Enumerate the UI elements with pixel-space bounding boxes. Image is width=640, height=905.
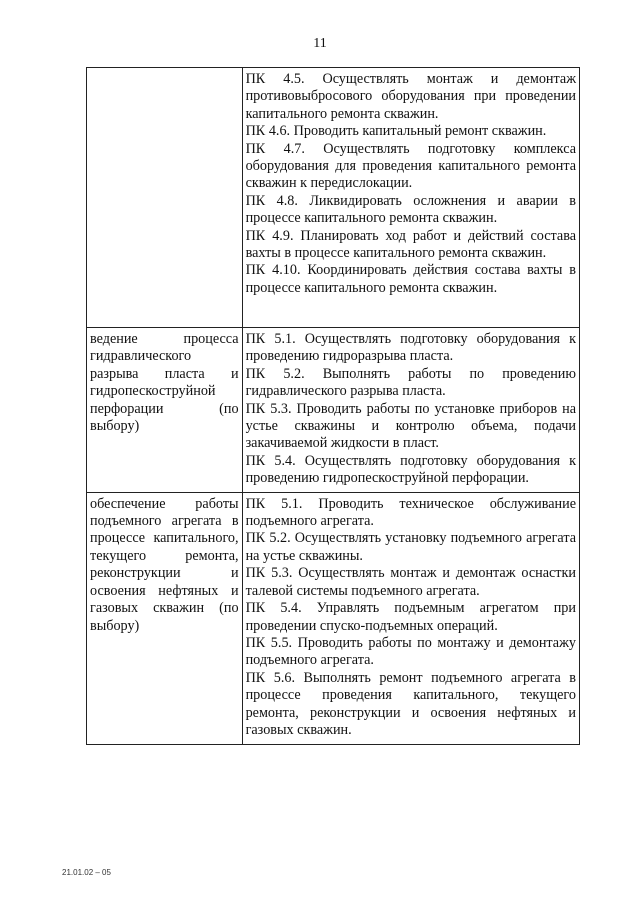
activity-cell <box>87 68 243 328</box>
competency-item: ПК 4.7. Осуществлять подготовку комплекса оборудования для проведения капитального ремонта скважин к передислокации. <box>245 140 576 192</box>
competency-item: ПК 5.3. Проводить работы по установке приборов на устье скважины и контролю объема, подачи закачиваемой жидкости в пласт. <box>245 400 576 452</box>
competency-item: ПК 5.2. Выполнять работы по проведению гидравлического разрыва пласта. <box>245 365 576 400</box>
table-row <box>87 328 580 493</box>
document-code: 21.01.02 – 05 <box>62 868 111 877</box>
activity-cell: ведение процесса гидравлического разрыва пласта и гидропескоструйной перфорации (по выбору) <box>87 328 243 493</box>
competency-item: ПК 5.4. Управлять подъемным агрегатом при проведении спуско-подъемных операций. <box>245 600 576 634</box>
activity-cell: обеспечение работы подъемного агрегата в процессе капитального, текущего ремонта, реконструкции и освоения нефтяных и газовых скважин (по выбору) <box>87 492 243 744</box>
competency-item: ПК 5.5. Проводить работы по монтажу и демонтажу подъемного агрегата. <box>245 634 576 669</box>
competency-item: ПК 5.2. Осуществлять установку подъемного агрегата на устье скважины. <box>245 530 576 564</box>
competency-item: ПК 4.5. Осуществлять монтаж и демонтаж противовыбросового оборудования при проведении капитального ремонта скважин. <box>245 71 576 122</box>
competency-item: ПК 4.6. Проводить капитальный ремонт скважин. <box>245 123 547 140</box>
page-number: 11 <box>313 36 327 51</box>
table-row <box>87 492 580 744</box>
competency-item: ПК 5.3. Осуществлять монтаж и демонтаж оснастки талевой системы подъемного агрегата. <box>245 565 576 599</box>
table-row <box>87 68 580 328</box>
competency-item: ПК 5.4. Осуществлять подготовку оборудования к проведению гидропескоструйной перфорации. <box>245 452 576 487</box>
competency-item: ПК 4.10. Координировать действия состава вахты в процессе капитального ремонта скважин. <box>245 262 576 296</box>
competency-item: ПК 4.8. Ликвидировать осложнения и аварии в процессе капитального ремонта скважин. <box>245 192 576 227</box>
competency-table <box>86 67 580 745</box>
competencies-cell <box>242 68 579 328</box>
competency-item: ПК 4.9. Планировать ход работ и действий состава вахты в процессе капитального ремонта скважин. <box>245 227 576 262</box>
competency-item: ПК 5.6. Выполнять ремонт подъемного агрегата в процессе проведения капитального, текущего ремонта, реконструкции и освоения нефтяных и газовых скважин. <box>245 669 576 738</box>
competency-item: ПК 5.1. Осуществлять подготовку оборудования к проведению гидроразрыва пласта. <box>245 331 576 365</box>
competencies-cell <box>242 492 579 744</box>
competency-item: ПК 5.1. Проводить техническое обслуживание подъемного агрегата. <box>245 495 576 530</box>
competencies-cell <box>242 328 579 493</box>
